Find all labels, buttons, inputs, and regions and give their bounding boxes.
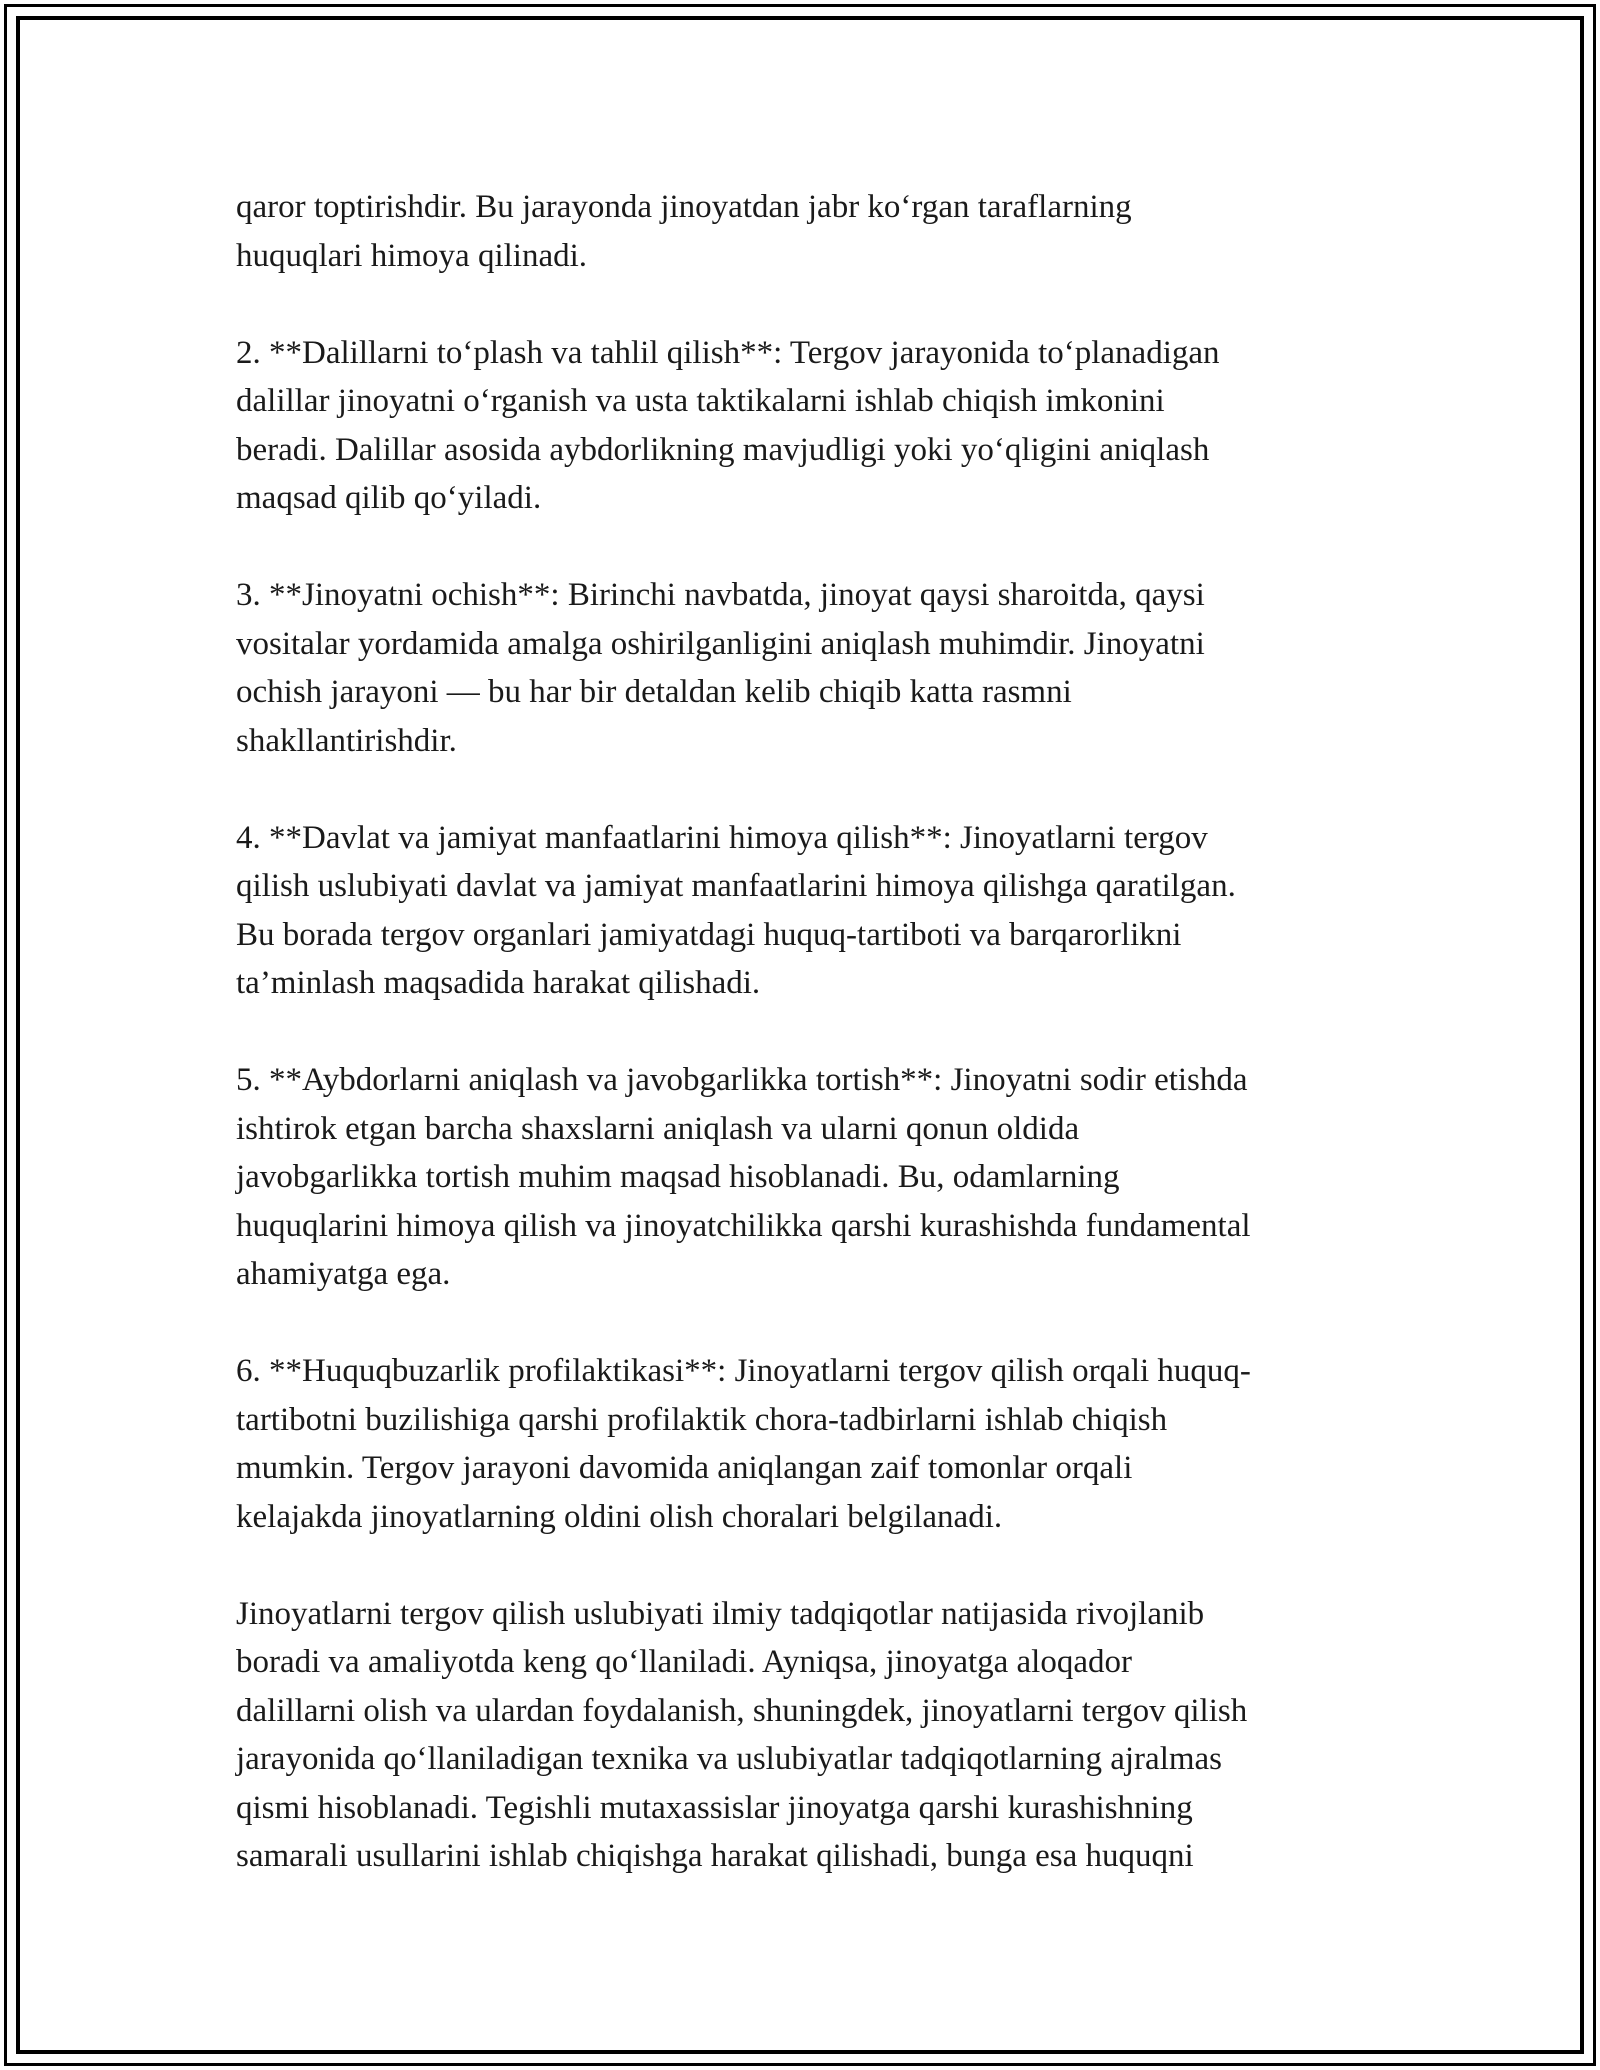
text-line: 5. **Aybdorlarni aniqlash va javobgarlikka tortish**: Jinoyatni sodir etishda <box>236 1062 1248 1098</box>
text-line: tartibotni buzilishiga qarshi profilaktik chora-tadbirlarni ishlab chiqish <box>236 1401 1168 1438</box>
text-line: ishtirok etgan barcha shaxslarni aniqlash va ularni qonun oldida <box>236 1110 1080 1147</box>
text-line: huquqlarini himoya qilish va jinoyatchilikka qarshi kurashishda fundamental <box>236 1207 1251 1244</box>
text-line: ta’minlash maqsadida harakat qilishadi. <box>236 965 761 1001</box>
text-line: boradi va amaliyotda keng qoʻllaniladi. Ayniqsa, jinoyatga aloqador <box>236 1644 1132 1680</box>
text-line: Jinoyatlarni tergov qilish uslubiyati ilmiy tadqiqotlar natijasida rivojlanib <box>236 1595 1205 1632</box>
paragraph-item-2 <box>236 329 1376 523</box>
paragraph-item-5 <box>236 1056 1376 1299</box>
text-line: beradi. Dalillar asosida aybdorlikning mavjudligi yoki yoʻqligini aniqlash <box>236 431 1210 468</box>
text-line: qismi hisoblanadi. Tegishli mutaxassislar jinoyatga qarshi kurashishning <box>236 1789 1193 1826</box>
text-line: huquqlari himoya qilinadi. <box>236 237 588 274</box>
paragraph-continuation <box>236 183 1376 280</box>
text-line: maqsad qilib qoʻyiladi. <box>236 480 542 516</box>
text-line: qilish uslubiyati davlat va jamiyat manfaatlarini himoya qilishga qaratilgan. <box>236 868 1236 904</box>
text-line: Bu borada tergov organlari jamiyatdagi huquq-tartiboti va barqarorlikni <box>236 916 1182 953</box>
text-line: qaror toptirishdir. Bu jarayonda jinoyatdan jabr koʻrgan taraflarning <box>236 189 1132 225</box>
text-line: ahamiyatga ega. <box>236 1256 451 1292</box>
text-line: 4. **Davlat va jamiyat manfaatlarini himoya qilish**: Jinoyatlarni tergov <box>236 819 1208 856</box>
text-line: samarali usullarini ishlab chiqishga harakat qilishadi, bunga esa huquqni <box>236 1838 1194 1874</box>
text-line: 2. **Dalillarni toʻplash va tahlil qilish**: Tergov jarayonida toʻplanadigan <box>236 334 1220 371</box>
text-line: 6. **Huquqbuzarlik profilaktikasi**: Jinoyatlarni tergov qilish orqali huquq- <box>236 1353 1251 1389</box>
paragraph-item-3 <box>236 571 1376 765</box>
text-line: 3. **Jinoyatni ochish**: Birinchi navbatda, jinoyat qaysi sharoitda, qaysi <box>236 577 1205 613</box>
text-line: javobgarlikka tortish muhim maqsad hisoblanadi. Bu, odamlarning <box>236 1159 1120 1195</box>
text-line: vositalar yordamida amalga oshirilganligini aniqlash muhimdir. Jinoyatni <box>236 625 1205 662</box>
text-line: kelajakda jinoyatlarning oldini olish choralari belgilanadi. <box>236 1498 1003 1535</box>
paragraph-item-6 <box>236 1347 1376 1541</box>
text-line: dalillarni olish va ulardan foydalanish, shuningdek, jinoyatlarni tergov qilish <box>236 1692 1248 1729</box>
text-line: mumkin. Tergov jarayoni davomida aniqlangan zaif tomonlar orqali <box>236 1450 1133 1486</box>
paragraph-item-4 <box>236 814 1376 1008</box>
text-line: dalillar jinoyatni oʻrganish va usta taktikalarni ishlab chiqish imkonini <box>236 383 1165 419</box>
text-line: shakllantirishdir. <box>236 722 457 759</box>
text-line: jarayonida qoʻllaniladigan texnika va uslubiyatlar tadqiqotlarning ajralmas <box>236 1741 1223 1777</box>
text-line: ochish jarayoni — bu har bir detaldan kelib chiqib katta rasmni <box>236 674 1072 710</box>
paragraph-conclusion <box>236 1590 1376 1881</box>
document-body <box>236 183 1376 1881</box>
